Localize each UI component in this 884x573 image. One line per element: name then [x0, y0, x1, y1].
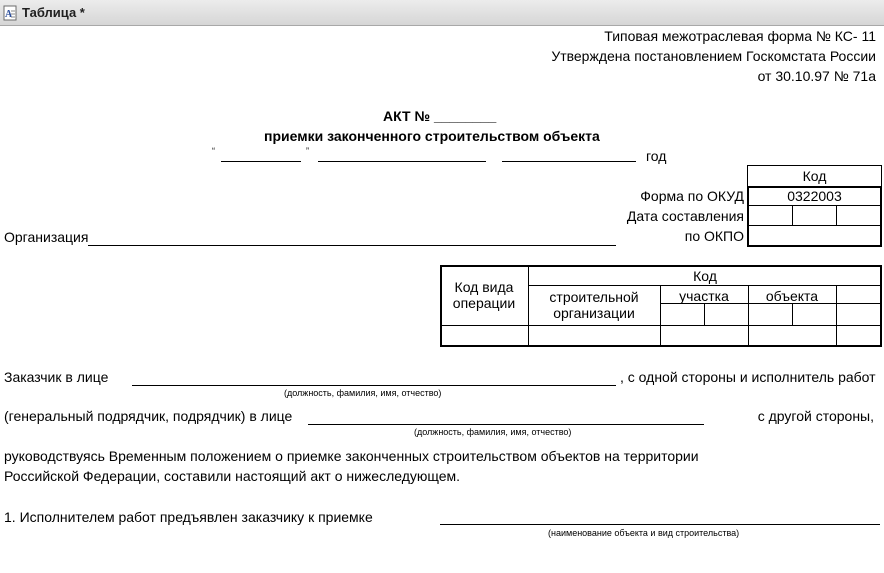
okud-label: Форма по ОКУД	[640, 188, 744, 204]
approval-date-line: от 30.10.97 № 71а	[757, 68, 876, 84]
day-field[interactable]	[221, 161, 301, 162]
other-side: с другой стороны,	[757, 408, 874, 424]
contractor-hint: (должность, фамилия, имя, отчество)	[414, 427, 572, 437]
year-label: год	[646, 148, 667, 164]
org-field[interactable]	[88, 245, 616, 246]
form-sheet	[0, 26, 884, 573]
customer-field[interactable]	[132, 385, 616, 386]
act-title: АКТ № ________	[383, 108, 497, 124]
paragraph-line-1: руководствуясь Временным положением о приемке законченных строительством объектов на территории	[4, 448, 699, 464]
code-header: Код	[802, 168, 827, 184]
quote-open: “	[212, 146, 215, 156]
act-subtitle: приемки законченного строительством объекта	[264, 128, 600, 144]
svg-text:A: A	[5, 9, 13, 20]
customer-hint: (должность, фамилия, имя, отчество)	[284, 388, 442, 398]
paragraph-line-2: Российской Федерации, составили настоящий акт о нижеследующем.	[4, 468, 461, 484]
contractor-field[interactable]	[308, 424, 704, 425]
col-section: участка	[679, 288, 729, 304]
table-vdivider	[792, 304, 793, 326]
table-vdivider	[836, 286, 837, 346]
approval-line: Утверждена постановлением Госкомстата России	[551, 48, 876, 64]
code-row-divider	[747, 225, 882, 226]
date-label: Дата составления	[626, 208, 744, 224]
customer-label: Заказчик в лице	[4, 369, 109, 385]
object-field[interactable]	[440, 524, 880, 525]
op-code-header: Код	[693, 268, 717, 284]
op-code-label: Код вида операции	[452, 279, 516, 311]
col-object: объекта	[765, 288, 819, 304]
quote-close: ”	[306, 146, 309, 156]
table-vdivider	[704, 304, 705, 326]
item-1-label: 1. Исполнителем работ предъявлен заказчику к приемке	[4, 509, 373, 525]
customer-tail: , с одной стороны и исполнитель работ	[620, 369, 876, 385]
okud-value: 0322003	[787, 188, 842, 204]
table-hdivider	[440, 325, 882, 326]
spreadsheet-doc-icon	[2, 5, 18, 21]
object-hint: (наименование объекта и вид строительства)	[548, 528, 740, 538]
date-cell-divider	[836, 206, 837, 226]
okpo-label: по ОКПО	[684, 228, 744, 244]
col-builder: строительной организации	[549, 289, 639, 321]
date-cell-divider	[792, 206, 793, 226]
table-hdivider	[528, 285, 882, 286]
window-titlebar	[0, 0, 884, 26]
form-type-line: Типовая межотраслевая форма № КС- 11	[604, 28, 876, 44]
code-row-divider	[747, 205, 882, 206]
window-title: Таблица *	[22, 5, 85, 20]
year-field[interactable]	[502, 161, 636, 162]
contractor-label: (генеральный подрядчик, подрядчик) в лице	[4, 408, 293, 424]
org-label: Организация	[4, 229, 89, 245]
month-field[interactable]	[318, 161, 486, 162]
